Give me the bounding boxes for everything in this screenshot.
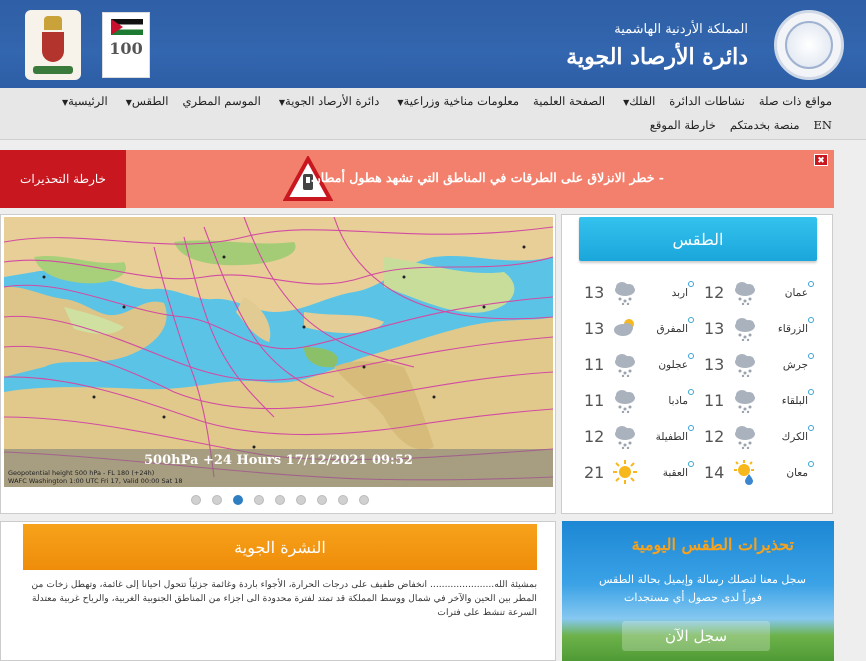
bullet-icon	[688, 353, 694, 359]
warning-message: - خطر الانزلاق على الطرقات في المناطق التي تشهد هطول أمطار.	[310, 170, 664, 185]
slider-dot[interactable]	[254, 495, 264, 505]
nav-item-1[interactable]	[122, 94, 169, 108]
nav-item-label: الموسم المطري	[182, 94, 261, 108]
bullet-icon	[808, 461, 814, 467]
chevron-down-icon: ▼	[125, 98, 132, 107]
nav-item-label: دائرة الأرصاد الجوية	[285, 94, 380, 108]
nav-item-label: الطقس	[131, 94, 169, 108]
promo-title: تحذيرات الطقس اليومية	[631, 535, 794, 554]
chevron-down-icon: ▼	[278, 98, 286, 107]
city-name: المفرق	[656, 323, 688, 335]
weather-panel	[561, 214, 833, 514]
city-name: عمان	[784, 287, 808, 299]
sun-icon	[612, 459, 638, 485]
bullet-icon	[688, 389, 694, 395]
nav-link-0[interactable]	[650, 118, 716, 132]
chevron-down-icon: ▼	[623, 98, 630, 107]
city-temperature: 12	[704, 427, 725, 446]
city-weather-item[interactable]	[702, 313, 814, 345]
map-footer-line1: Geopotential height 500 hPa - FL 180 (+24h)	[8, 469, 155, 477]
bullet-icon	[688, 425, 694, 431]
city-temperature: 13	[704, 319, 725, 338]
site-header	[0, 0, 866, 88]
forecast-map-panel	[0, 214, 556, 514]
bullet-icon	[808, 425, 814, 431]
city-weather-item[interactable]	[702, 349, 814, 381]
slider-dot[interactable]	[317, 495, 327, 505]
nav-item-label: الفلك	[629, 94, 656, 108]
city-temperature: 12	[704, 283, 725, 302]
map-caption-bar	[4, 449, 553, 487]
city-temperature: 11	[704, 391, 725, 410]
city-temperature: 12	[584, 427, 605, 446]
city-name: الكرك	[781, 431, 808, 443]
snow-cloud-icon	[732, 279, 758, 305]
chevron-down-icon: ▼	[61, 98, 69, 107]
close-icon[interactable]: ✖	[814, 154, 828, 166]
nav-item-label: الصفحة العلمية	[533, 94, 606, 108]
city-weather-item[interactable]	[582, 385, 694, 417]
city-weather-item[interactable]	[582, 421, 694, 453]
snow-cloud-icon	[612, 387, 638, 413]
snow-cloud-icon	[612, 351, 638, 377]
nav-item-label: خارطة الموقع	[649, 118, 716, 132]
city-weather-item[interactable]	[582, 313, 694, 345]
slider-dot[interactable]	[275, 495, 285, 505]
slider-dot[interactable]	[233, 495, 243, 505]
nav-item-6[interactable]	[619, 94, 655, 108]
weather-row	[582, 349, 814, 385]
main-nav	[0, 88, 866, 140]
nav-item-0[interactable]	[58, 94, 108, 108]
slider-pagination	[191, 495, 369, 505]
city-weather-item[interactable]	[582, 277, 694, 309]
city-name: عجلون	[658, 359, 688, 371]
register-now-button[interactable]: سجل الآن	[622, 621, 770, 651]
bullet-icon	[808, 389, 814, 395]
city-name: البلقاء	[781, 395, 808, 407]
city-temperature: 13	[584, 283, 605, 302]
nav-item-label: EN	[813, 118, 832, 132]
weather-row	[582, 277, 814, 313]
promo-line2: فوراً لدى حصول أي مستجدات	[623, 591, 762, 604]
nav-item-7[interactable]	[669, 94, 745, 108]
weather-bulletin-panel	[0, 521, 556, 661]
centennial-number: 100	[109, 39, 143, 58]
snow-cloud-icon	[732, 423, 758, 449]
weather-row	[582, 313, 814, 349]
nav-item-5[interactable]	[533, 94, 605, 108]
city-weather-item[interactable]	[702, 385, 814, 417]
city-weather-item[interactable]	[702, 277, 814, 309]
jordan-crest-logo	[25, 10, 81, 80]
city-name: مادبا	[668, 395, 688, 407]
slider-dot[interactable]	[296, 495, 306, 505]
warning-banner	[0, 150, 834, 208]
nav-item-label: مواقع ذات صلة	[758, 94, 832, 108]
nav-row-secondary	[650, 118, 832, 132]
forecast-map-image[interactable]	[4, 217, 553, 487]
city-name: الطفيلة	[655, 431, 688, 443]
centennial-badge	[102, 12, 150, 78]
department-title[interactable]: دائرة الأرصاد الجوية	[566, 44, 748, 70]
bulletin-text: بمشيئة الله...................... انخفاض طفيف على درجات الحرارة، الأجواء باردة وغائمة جزئياً تتحول احيانا إلى غائمة، وتهطل زخات من المطر بين الحين والآخر في شمال ووسط المملكة قد تمتد لفترة محدودة الى اجزاء من المناطق الجنوبية الغربية، والرياح غربية معتدلة السرعة تنشط على فترات	[31, 579, 537, 618]
city-weather-item[interactable]	[702, 457, 814, 489]
city-name: العقبة	[662, 467, 688, 479]
slider-dot[interactable]	[359, 495, 369, 505]
city-name: اربد	[671, 287, 688, 299]
weather-panel-title[interactable]: الطقس	[579, 217, 817, 261]
city-weather-item[interactable]	[582, 457, 694, 489]
sun-rain-icon	[732, 459, 758, 485]
snow-cloud-icon	[732, 351, 758, 377]
bullet-icon	[688, 461, 694, 467]
nav-item-label: منصة بخدمتكم	[729, 118, 800, 132]
city-weather-item[interactable]	[582, 349, 694, 381]
snow-cloud-icon	[732, 315, 758, 341]
nav-item-3[interactable]	[275, 94, 379, 108]
city-name: جرش	[782, 359, 808, 371]
city-temperature: 11	[584, 355, 605, 374]
city-temperature: 13	[584, 319, 605, 338]
city-weather-item[interactable]	[702, 421, 814, 453]
bulletin-title[interactable]: النشرة الجوية	[23, 524, 537, 570]
meteorological-department-logo[interactable]	[774, 10, 844, 80]
nav-item-label: الرئيسية	[68, 94, 108, 108]
city-name: الزرقاء	[777, 323, 808, 335]
map-caption-title: 500hPa +24 Hours 17/12/2021 09:52	[144, 453, 413, 468]
nav-row-primary	[58, 94, 832, 108]
nav-link-1[interactable]	[730, 118, 800, 132]
city-temperature: 11	[584, 391, 605, 410]
kingdom-title: المملكة الأردنية الهاشمية	[614, 22, 748, 37]
partly-cloudy-icon	[612, 315, 638, 341]
snow-cloud-icon	[732, 387, 758, 413]
bullet-icon	[808, 317, 814, 323]
slider-dot[interactable]	[212, 495, 222, 505]
weather-row	[582, 457, 814, 493]
city-weather-grid	[582, 277, 814, 493]
city-name: معان	[786, 467, 808, 479]
nav-item-label: نشاطات الدائرة	[669, 94, 745, 108]
chevron-down-icon: ▼	[397, 98, 404, 107]
nav-item-label: معلومات مناخية وزراعية	[403, 94, 520, 108]
map-caption-footer	[8, 469, 182, 485]
city-temperature: 13	[704, 355, 725, 374]
bullet-icon	[688, 317, 694, 323]
bullet-icon	[808, 281, 814, 287]
bullet-icon	[688, 281, 694, 287]
snow-cloud-icon	[612, 279, 638, 305]
nav-item-2[interactable]	[183, 94, 261, 108]
bullet-icon	[808, 353, 814, 359]
weather-row	[582, 385, 814, 421]
promo-line1: سجل معنا لتصلك رسالة وإيميل بحالة الطقس	[599, 573, 806, 586]
weather-row	[582, 421, 814, 457]
slider-dot[interactable]	[338, 495, 348, 505]
map-footer-line2: WAFC Washington 1:00 UTC Fri 17, Valid 00:00 Sat 18	[8, 477, 183, 485]
nav-link-2[interactable]	[814, 118, 832, 132]
nav-item-8[interactable]	[759, 94, 832, 108]
city-temperature: 21	[584, 463, 605, 482]
forecast-map-graphic	[4, 217, 553, 487]
daily-warnings-promo[interactable]	[562, 521, 834, 661]
city-temperature: 14	[704, 463, 725, 482]
snow-cloud-icon	[612, 423, 638, 449]
slider-dot[interactable]	[191, 495, 201, 505]
warnings-map-button[interactable]: خارطة التحذيرات	[0, 150, 126, 208]
nav-item-4[interactable]	[393, 94, 519, 108]
